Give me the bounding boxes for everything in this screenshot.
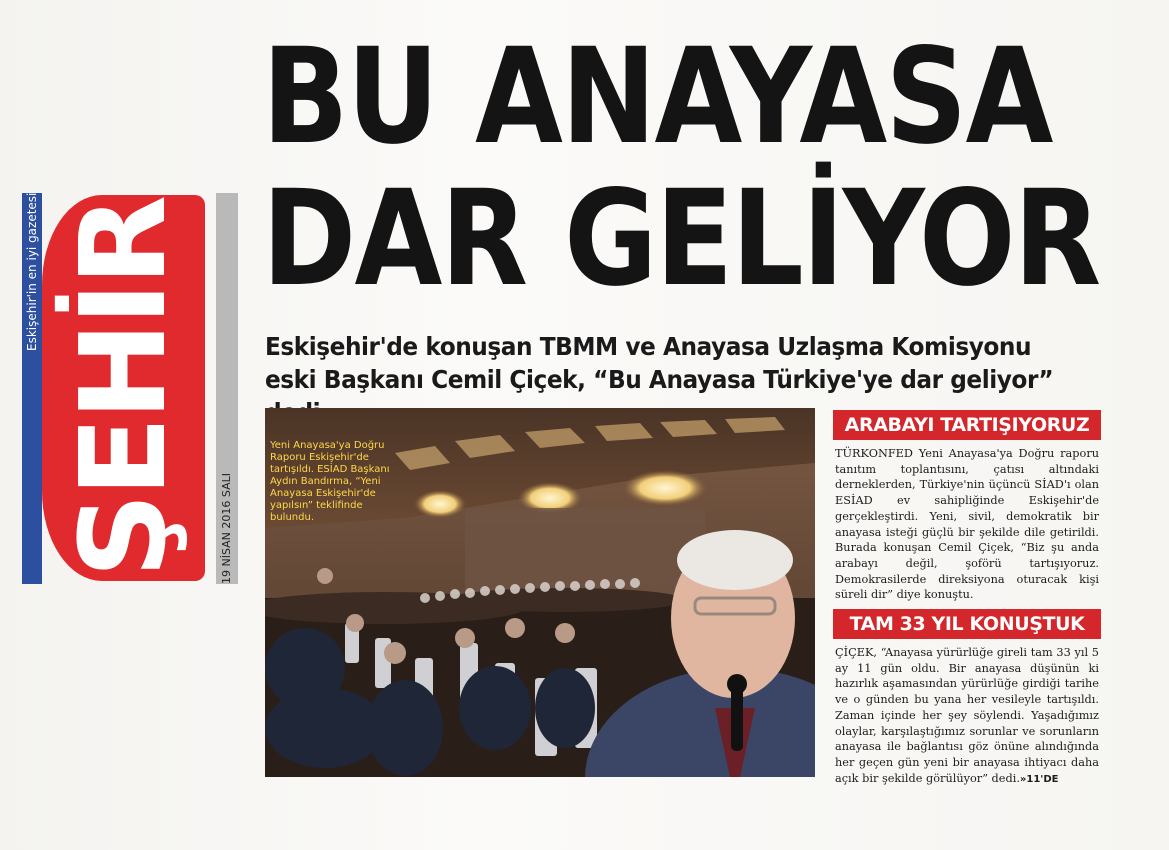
headline-line-2: DAR GELİYOR xyxy=(262,162,1100,316)
masthead xyxy=(22,193,210,584)
masthead-slogan: Eskişehir'in en iyi gazetesi xyxy=(25,193,39,352)
section-heading-2: TAM 33 YIL KONUŞTUK xyxy=(833,609,1101,639)
masthead-logo-text: ŞEHİR xyxy=(54,198,192,578)
headline-line-1: BU ANAYASA xyxy=(262,20,1052,174)
photo-caption: Yeni Anayasa'ya Doğru Raporu Eskişehir'de tartışıldı. ESİAD Başkanı Aydın Bandırma, “Yeni Anayasa Eskişehir'de yapılsın” teklifinde bulundu. xyxy=(270,440,390,523)
sidebar-column xyxy=(833,410,1101,793)
section-text-2: ÇİÇEK, “Anayasa yürürlüğe gireli tam 33 yıl 5 ay 11 gün oldu. Bir anayasa düşünün ki hazırlık aşamasından yürürlüğe girdiği tarihe ve o günden bu yana her vesileyle tartışıldı. Zaman içinde her şey söylendi. Yaşadığımız olaylar, karşılaştığımız sorunlar ve sorunların anayasa ile bağlantısı göz önüne alındığında her geçen gün yeni bir anayasa ihtiyacı daha açık bir şekilde görülüyor” dedi. xyxy=(835,646,1099,785)
section-text-1: TÜRKONFED Yeni Anayasa'ya Doğru raporu tanıtım toplantısını, çatısı altındaki derneklerden, Türkiye'nin üçüncü SİAD'ı olan ESİAD ev sahipliğinde Eskişehir'de gerçekleştirdi. Yeni, sivil, demokratik bir anayasa isteği güçlü bir şekilde dile getirildi. Burada konuşan Cemil Çiçek, “Biz şu anda arabayı değil, şoförü tartışıyoruz. Demokrasilerde direksiyona oturacak kişi süreli dir” diye konuştu. xyxy=(835,447,1099,602)
subheadline: Eskişehir'de konuşan TBMM ve Anayasa Uzlaşma Komisyonu eski Başkanı Cemil Çiçek, “Bu Anayasa Türkiye'ye dar geliyor” xyxy=(265,332,1054,394)
section-text-2-wrapper xyxy=(835,645,1099,787)
issue-date: 19 NİSAN 2016 SALI xyxy=(220,473,233,584)
headline xyxy=(262,20,1142,316)
section-heading-1: ARABAYI TARTIŞIYORUZ xyxy=(833,410,1101,440)
continued-page-ref: »11'DE xyxy=(1019,773,1059,785)
